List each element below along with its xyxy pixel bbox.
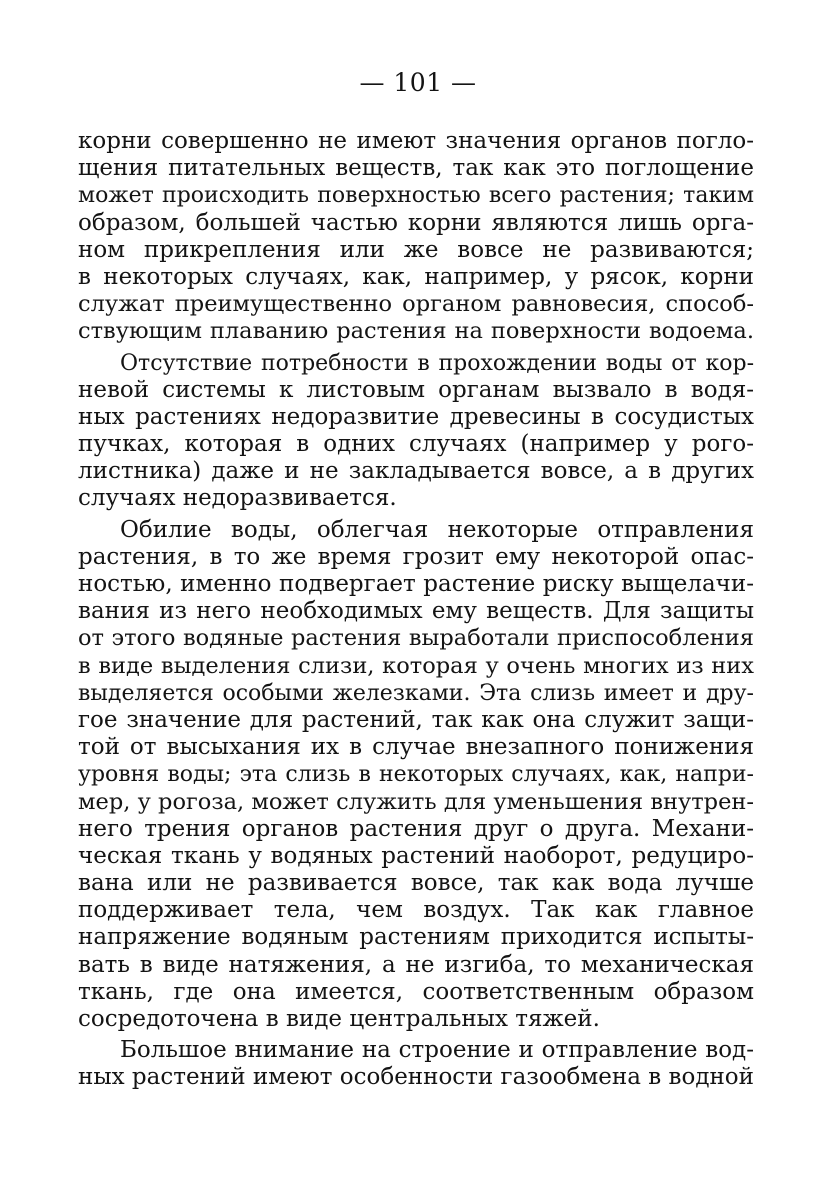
text-line: растения, в то же время грозит ему некоторой опас- [78,543,754,570]
body-text [78,128,754,1092]
paragraph [78,517,754,1034]
text-line: сосредоточена в виде центральных тяжей. [78,1006,600,1032]
text-line: него трения органов растения друг о друга. Механи- [78,815,754,842]
text-line: ном прикрепления или же вовсе не развиваются; [78,236,754,263]
text-line: Отсутствие потребности в прохождении воды от кор- [120,350,754,376]
text-line: ствующим плаванию растения на поверхности водоема. [78,318,754,345]
text-line: в некоторых случаях, как, например, у рясок, корни [78,263,754,290]
text-line: Большое внимание на строение и отправление вод- [120,1037,754,1064]
text-line: ных растений имеют особенности газообмена в водной [78,1064,754,1091]
text-line: может происходить поверхностью всего растения; таким [78,183,754,209]
text-line: корни совершенно не имеют значения органов погло- [78,128,754,154]
text-line: вана или не развивается вовсе, так как вода лучше [78,870,754,897]
paragraph [78,1037,754,1091]
text-line: ных растениях недоразвитие древесины в сосудистых [78,403,754,430]
text-line: уровня воды; эта слизь в некоторых случаях, как, напри- [78,762,754,788]
text-line: ческая ткань у водяных растений наоборот, редуциро- [78,842,754,869]
text-line: вать в виде натяжения, а не изгиба, то механическая [78,951,754,978]
page-number: — 101 — [359,68,477,97]
text-line: случаях недоразвивается. [78,485,397,512]
text-line: гое значение для растений, так как она служит защи- [78,706,754,733]
paragraph [78,350,754,513]
text-line: от этого водяные растения выработали приспособления [78,625,754,652]
text-line: вания из него необходимых ему веществ. Для защиты [78,598,754,625]
text-line: ностью, именно подвергает растение риску выщелачи- [78,571,754,597]
text-line: той от высыхания их в случае внезапного понижения [78,734,754,761]
text-line: служат преимущественно органом равновесия, способ- [78,291,754,318]
text-line: щения питательных веществ, так как это поглощение [78,155,754,182]
text-line: Обилие воды, облегчая некоторые отправления [120,516,754,543]
text-line: мер, у рогоза, может служить для уменьшения внутрен- [78,788,754,815]
text-line: невой системы к листовым органам вызвало в водя- [78,376,754,403]
text-line: ткань, где она имеется, соответственным образом [78,978,754,1005]
text-line: в виде выделения слизи, которая у очень многих из них [78,652,754,679]
text-line: образом, большей частью корни являются лишь орга- [78,209,754,236]
text-line: пучках, которая в одних случаях (например у рого- [78,431,754,458]
text-line: выделяется особыми железками. Эта слизь имеет и дру- [78,680,754,706]
text-line: поддерживает тела, чем воздух. Так как главное [78,897,754,924]
text-line: напряжение водяным растениям приходится испыты- [78,924,754,951]
paragraph [78,128,754,346]
text-line: листника) даже и не закладывается вовсе, а в других [78,458,754,485]
